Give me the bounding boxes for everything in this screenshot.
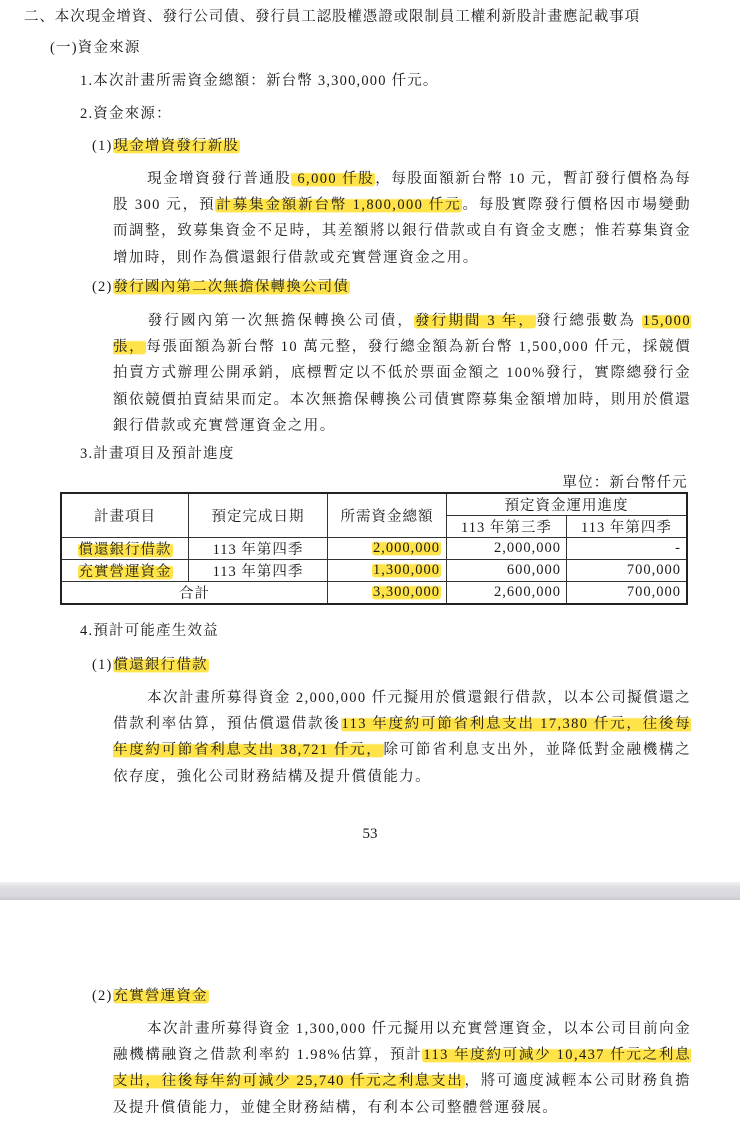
item-funding-sources: 2.資金來源：: [80, 106, 172, 122]
sub-heading-repay-loans: (1)償還銀行借款: [92, 657, 208, 673]
table-row: 償還銀行借款 113 年第四季 2,000,000 2,000,000 -: [61, 538, 687, 560]
item-expected-benefits: 4.預計可能產生效益: [80, 623, 219, 639]
paragraph-working-capital: 本次計畫所募得資金 1,300,000 仟元擬用以充實營運資金，以本公司目前向金融機構融資之借款利率約 1.98%估算，預計113 年度約可減少 10,437 仟元之利息支出，往後每年約可減少 25,740 仟元之利息支出，將可適度減輕本公司財務負擔及提升償債能力，並健全財務結構，有利本公司整體營運發展。: [113, 1021, 691, 1116]
section-heading: 二、本次現金增資、發行公司債、發行員工認股權憑證或限制員工權利新股計畫應記載事項: [24, 9, 640, 25]
sub-prefix: (1): [92, 138, 113, 154]
highlight-count: 15,000 張，: [113, 313, 691, 356]
highlighted-title: 現金增資發行新股: [113, 138, 240, 154]
highlighted-title: 償還銀行借款: [113, 657, 208, 673]
plan-schedule-table: [60, 492, 688, 605]
item-plan-schedule: 3.計畫項目及預計進度: [80, 446, 235, 462]
header-progress: 預定資金運用進度: [447, 493, 688, 516]
header-q3: 113 年第三季: [447, 516, 567, 538]
highlighted-title: 充實營運資金: [113, 988, 208, 1004]
page-number: 53: [362, 826, 378, 842]
header-q4: 113 年第四季: [566, 516, 687, 538]
highlight-interest-savings: 113 年度約可節省利息支出 17,380 仟元，往後每年度約可節省利息支出 38,721 仟元，: [113, 716, 691, 759]
highlight-amount: 計募集金額新台幣 1,800,000 仟元: [216, 197, 462, 214]
sub-heading-convertible-bond: (2)發行國內第二次無擔保轉換公司債: [92, 279, 350, 295]
paragraph-repay-loans: 本次計畫所募得資金 2,000,000 仟元擬用於償還銀行借款，以本公司擬償還之借款利率估算，預估償還借款後113 年度約可節省利息支出 17,380 仟元，往後每年度約可節省利息支出 38,721 仟元，除可節省利息支出外，並降低對金融機構之依存度，強化公司財務結構及提升償債能力。: [113, 690, 691, 785]
highlight-interest-reduction: 113 年度約可減少 10,437 仟元之利息支出，往後每年約可減少 25,740 仟元之利息支出: [113, 1047, 691, 1090]
sub-heading-working-capital: (2)充實營運資金: [92, 988, 208, 1004]
page-separator: [0, 882, 740, 900]
table-total-row: 合計 3,300,000 2,600,000 700,000: [61, 582, 687, 605]
header-total: 所需資金總額: [328, 493, 447, 538]
paragraph-convertible-bond: 發行國內第一次無擔保轉換公司債，發行期間 3 年，發行總張數為 15,000 張，每張面額為新台幣 10 萬元整，發行總金額為新台幣 1,500,000 仟元，採競價拍賣方式辦理公開承銷，底標暫定以不低於票面金額之 100%發行，實際總發行金額依競價拍賣結果而定。本次無擔保轉換公司債實際募集金額增加時，則用於償還銀行借款或充實營運資金之用。: [113, 313, 691, 434]
header-item: 計畫項目: [61, 493, 189, 538]
header-completion: 預定完成日期: [189, 493, 328, 538]
paragraph-cash-capital: 現金增資發行普通股 6,000 仟股，每股面額新台幣 10 元，暫訂發行價格為每股 300 元，預計募集金額新台幣 1,800,000 仟元。每股實際發行價格因市場變動而調整，致募集資金不足時，其差額將以銀行借款或自有資金支應；惟若募集資金增加時，則作為償還銀行借款或充實營運資金之用。: [113, 171, 691, 266]
highlight-shares: 6,000 仟股: [292, 171, 375, 187]
sub-heading-cash-capital: [92, 135, 240, 157]
subsection-funding-source: (一)資金來源: [50, 40, 141, 56]
highlight-period: 發行期間 3 年，: [415, 313, 536, 329]
item-total-funding: 1.本次計畫所需資金總額：新台幣 3,300,000 仟元。: [80, 73, 439, 89]
table-row: 充實營運資金 113 年第四季 1,300,000 600,000 700,000: [61, 560, 687, 582]
unit-label: 單位：新台幣仟元: [562, 475, 688, 491]
highlighted-title: 發行國內第二次無擔保轉換公司債: [113, 279, 350, 295]
